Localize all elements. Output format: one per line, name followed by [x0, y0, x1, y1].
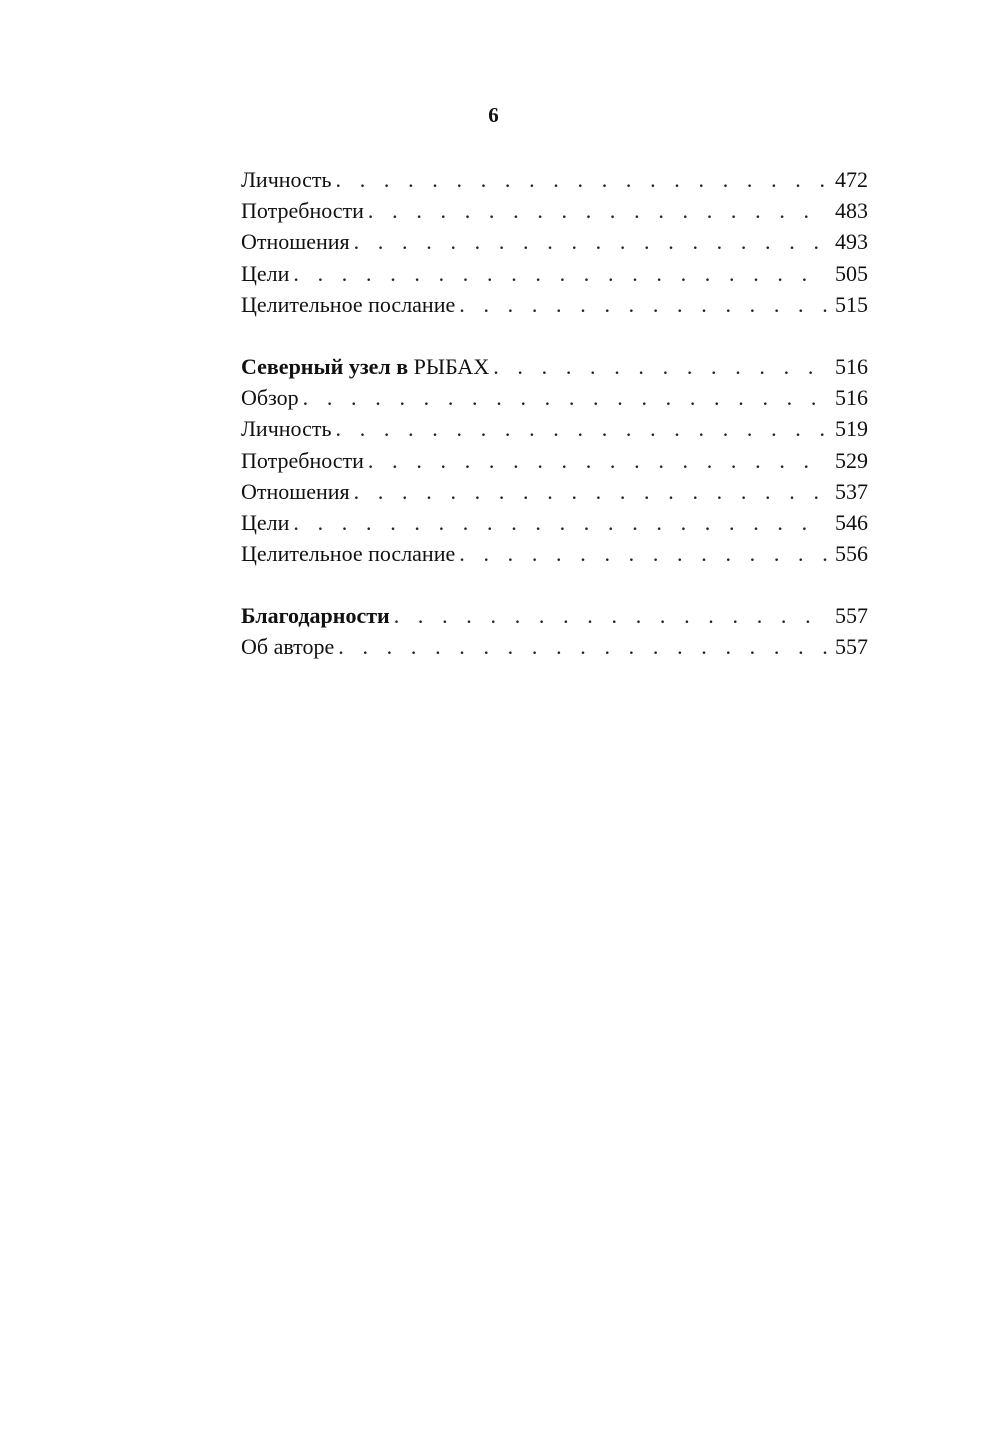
toc-entry-title: Личность [241, 167, 332, 192]
toc-entry[interactable] [241, 258, 868, 289]
toc-entry-title: Целительное послание [241, 541, 456, 567]
toc-entry-page: 516 [835, 385, 868, 411]
toc-leader-dots [354, 226, 827, 257]
toc-entry[interactable] [241, 507, 868, 538]
toc-entry-page: 519 [835, 416, 868, 442]
toc-leader-dots [368, 445, 827, 476]
toc-leader-dots [493, 351, 827, 382]
toc-entry[interactable] [241, 195, 868, 226]
toc-chapter-entry[interactable] [241, 600, 868, 631]
toc-leader-dots [336, 413, 828, 444]
toc-leader-dots [293, 507, 827, 538]
toc-entry[interactable] [241, 538, 868, 569]
toc-entry-page: 505 [835, 260, 868, 286]
toc-leader-dots [354, 476, 827, 507]
toc-chapter-title-text: Северный узел в [241, 353, 414, 379]
toc-entry-page: 515 [835, 291, 868, 317]
toc-entry-title: Личность [241, 416, 332, 442]
toc-entry[interactable] [241, 476, 868, 507]
toc-entry-title: Обзор [241, 385, 299, 411]
toc-chapter-title [241, 351, 493, 382]
toc-entry-title: Об авторе [241, 634, 335, 660]
toc-entry-page: 516 [835, 353, 868, 379]
toc-entry-page: 529 [835, 447, 868, 473]
toc-leader-dots [459, 538, 827, 569]
toc-chapter-title: Благодарности [241, 603, 390, 629]
toc-entry-page: 483 [835, 198, 868, 224]
toc-leader-dots [303, 382, 827, 413]
toc-entry-page: 556 [835, 541, 868, 567]
toc-entry-title: Отношения [241, 229, 350, 255]
toc-entry[interactable] [241, 226, 868, 257]
toc-entry-title: Целительное послание [241, 291, 456, 317]
toc-section-1 [241, 164, 868, 320]
toc-chapter-title-caps: РЫБАХ [413, 353, 490, 379]
toc-entry[interactable] [241, 413, 868, 444]
toc-entry[interactable] [241, 289, 868, 320]
toc-entry-page: 557 [835, 603, 868, 629]
toc-leader-dots [394, 600, 827, 631]
toc-leader-dots [368, 195, 827, 226]
toc-entry-page: 472 [835, 167, 868, 192]
toc-entry[interactable] [241, 445, 868, 476]
toc-entry-title: Цели [241, 260, 290, 286]
toc-entry-page: 493 [835, 229, 868, 255]
toc-entry-page: 537 [835, 478, 868, 504]
toc-entry-title: Цели [241, 509, 290, 535]
toc-entry[interactable] [241, 382, 868, 413]
toc-entry[interactable] [241, 164, 868, 195]
toc-entry-page: 557 [835, 634, 868, 660]
toc-entry-title: Потребности [241, 198, 364, 224]
toc-entry-title: Отношения [241, 478, 350, 504]
table-of-contents [241, 164, 868, 663]
toc-section-3 [241, 600, 868, 662]
page-number: 6 [488, 103, 499, 127]
toc-leader-dots [336, 164, 828, 195]
toc-leader-dots [293, 258, 827, 289]
toc-entry-title: Потребности [241, 447, 364, 473]
toc-chapter-entry[interactable] [241, 351, 868, 382]
toc-entry-page: 546 [835, 509, 868, 535]
toc-entry[interactable] [241, 631, 868, 662]
toc-leader-dots [338, 631, 827, 662]
toc-leader-dots [459, 289, 827, 320]
toc-section-2 [241, 351, 868, 569]
